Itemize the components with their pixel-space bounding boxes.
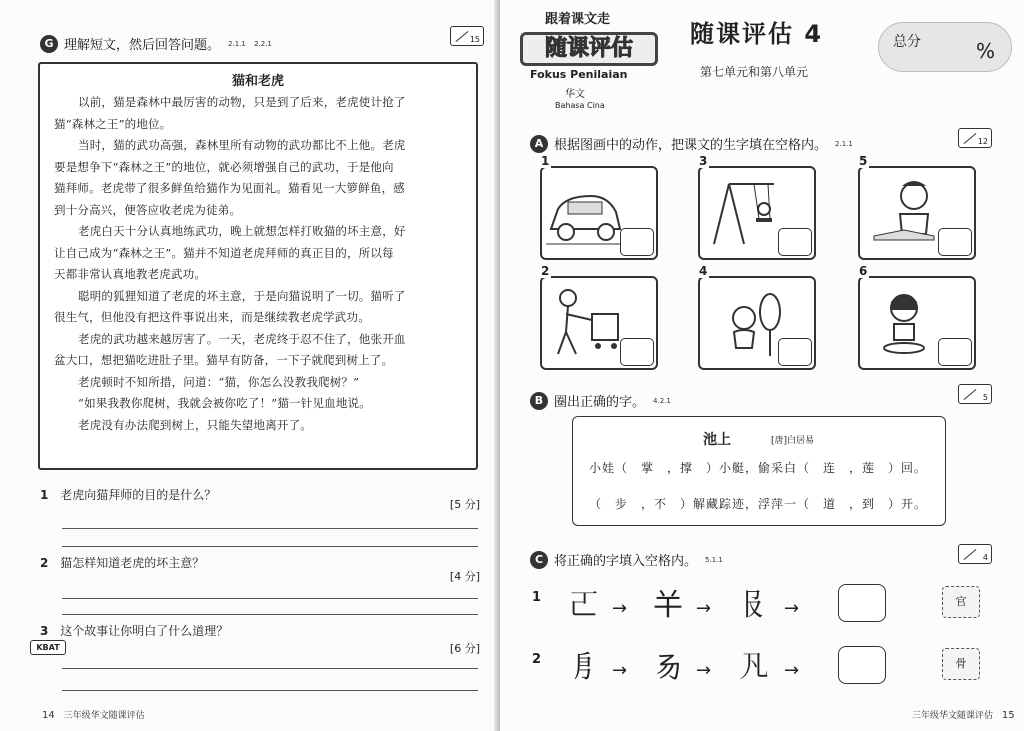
- arrow-icon: →: [612, 660, 628, 681]
- score-total: 4: [982, 553, 988, 562]
- question-marks: [4 分]: [449, 570, 480, 583]
- poem-title: 池上: [703, 432, 731, 448]
- book-title: 三年级华文随课评估: [63, 711, 145, 721]
- picture-number: 3: [699, 154, 708, 168]
- answer-box[interactable]: [778, 228, 812, 256]
- skill-codes: [228, 40, 278, 48]
- story-line: 猫“森林之王”的地位。: [54, 116, 172, 131]
- question-marks: [5 分]: [449, 498, 480, 511]
- question-2: [40, 554, 480, 583]
- answer-box[interactable]: [620, 338, 654, 366]
- picture-number: 2: [541, 264, 550, 278]
- section-badge: A: [530, 135, 548, 153]
- page-title: 随课评估 4: [690, 20, 824, 48]
- logo-tagline: 跟着课文走: [545, 12, 611, 27]
- question-number: 2: [40, 556, 49, 570]
- answer-line[interactable]: [62, 528, 478, 529]
- section-title: 将正确的字填入空格内。: [554, 554, 698, 569]
- question-text: 这个故事让你明白了什么道理？: [60, 624, 229, 638]
- skill-codes: [653, 397, 677, 405]
- story-line: 很生气，但他没有把这件事说出来，而是继续教老虎学武功。: [54, 310, 370, 324]
- answer-box[interactable]: [938, 228, 972, 256]
- score-total: 15: [469, 35, 480, 44]
- swing-icon: [704, 174, 784, 254]
- story-text: [54, 92, 470, 436]
- section-badge: G: [40, 35, 58, 53]
- answer-line[interactable]: [62, 614, 478, 615]
- ancient-glyph: 𠃓: [653, 650, 683, 685]
- answer-box[interactable]: [838, 646, 886, 684]
- ancient-glyph: 㐆: [569, 650, 599, 685]
- child-washing-icon: [864, 284, 944, 364]
- answer-box[interactable]: [778, 338, 812, 366]
- answer-line[interactable]: [62, 598, 478, 599]
- ancient-glyph: 𠀀: [569, 588, 599, 623]
- arrow-icon: →: [784, 598, 800, 619]
- shopping-cart-icon: [546, 284, 626, 364]
- arrow-icon: →: [612, 598, 628, 619]
- row-number: 2: [532, 652, 542, 667]
- poem-box: [572, 416, 946, 526]
- section-c-header: [530, 550, 729, 569]
- score-box: [958, 544, 992, 564]
- poem-author: [唐]白居易: [771, 436, 815, 446]
- car-icon: [546, 174, 626, 254]
- picture-1: [540, 154, 658, 260]
- total-score-box: [878, 22, 1012, 72]
- answer-line[interactable]: [62, 668, 478, 669]
- kbat-badge: KBAT: [30, 640, 66, 655]
- question-number: 1: [40, 488, 49, 502]
- option-seal: 官: [942, 586, 980, 618]
- question-marks: [6 分]: [449, 642, 480, 655]
- story-line: 聪明的狐狸知道了老虎的坏主意，于是向猫说明了一切。猫听了: [78, 288, 406, 303]
- ancient-glyph: 𠁽: [739, 650, 769, 685]
- score-box: [958, 128, 992, 148]
- arrow-icon: →: [696, 598, 712, 619]
- answer-box[interactable]: [838, 584, 886, 622]
- skill-codes: [705, 556, 729, 564]
- story-line: 老虎的武功越来越厉害了。一天，老虎终于忍不住了，他张开血: [78, 331, 406, 346]
- question-1: [40, 486, 480, 511]
- picture-4: [698, 264, 816, 370]
- skill-code: 5.1.1: [705, 555, 723, 564]
- section-badge: B: [530, 392, 548, 410]
- story-line: 以前，猫是森林中最厉害的动物，只是到了后来，老虎使计抢了: [78, 95, 406, 109]
- subject-label: 华文: [565, 89, 585, 100]
- total-percent: %: [975, 39, 995, 63]
- page-number: 14: [42, 710, 55, 721]
- section-title: 根据图画中的动作，把课文的生字填在空格内。: [554, 138, 828, 153]
- picture-6: [858, 264, 976, 370]
- score-box: [450, 26, 484, 46]
- logo-fokus: Fokus Penilaian: [530, 68, 628, 81]
- unit-subtitle: 第七单元和第八单元: [700, 65, 809, 79]
- logo-wordmark: 随课评估: [520, 32, 658, 66]
- evolution-row-2: [530, 646, 990, 694]
- section-title: 理解短文，然后回答问题。: [64, 38, 221, 53]
- story-line: 到十分高兴，便答应收老虎为徒弟。: [54, 202, 242, 217]
- picture-number: 4: [699, 264, 708, 278]
- child-tree-icon: [704, 284, 784, 364]
- story-line: “如果我教你爬树，我就会被你吃了！”猫一针见血地说。: [78, 396, 371, 410]
- arrow-icon: →: [784, 660, 800, 681]
- picture-number: 1: [541, 154, 550, 168]
- page-number: 15: [1001, 710, 1015, 721]
- story-line: 要是想争下“森林之王”的地位，就必须增强自己的武功，于是他向: [54, 159, 394, 174]
- question-text: 猫怎样知道老虎的坏主意？: [60, 556, 205, 570]
- poem-line[interactable]: 小娃（ 掌 ，撑 ）小艇，偷采白（ 连 ，莲 ）回。: [589, 461, 928, 475]
- picture-number: 5: [859, 154, 868, 168]
- score-total: 12: [977, 137, 988, 146]
- ancient-glyph: 𢆉: [653, 588, 683, 623]
- book-title: 三年级华文随课评估: [912, 711, 994, 721]
- left-footer: [36, 708, 145, 721]
- section-b-header: [530, 391, 677, 410]
- story-line: 天都非常认真地教老虎武功。: [54, 267, 207, 281]
- answer-box[interactable]: [938, 338, 972, 366]
- answer-box[interactable]: [620, 228, 654, 256]
- option-seal: 骨: [942, 648, 980, 680]
- story-line: 盆大口，想把猫吃进肚子里。猫早有防备，一下子就爬到树上了。: [54, 353, 394, 367]
- right-footer: [912, 708, 1021, 721]
- left-page: [0, 0, 500, 731]
- picture-number: 6: [859, 264, 868, 278]
- picture-3: [698, 154, 816, 260]
- question-number: 3: [40, 624, 49, 638]
- row-number: 1: [532, 590, 542, 605]
- skill-code: 2.2.1: [254, 39, 272, 48]
- picture-5: [858, 154, 976, 260]
- answer-line[interactable]: [62, 690, 478, 691]
- story-line: 让自己成为“森林之王”。猫并不知道老虎拜师的真正目的，所以每: [54, 245, 394, 260]
- section-g-header: [40, 34, 278, 53]
- story-line: 老虎白天十分认真地练武功，晚上就想怎样打败猫的坏主意，好: [78, 224, 406, 238]
- skill-codes: [835, 140, 859, 148]
- section-title: 圈出正确的字。: [554, 395, 646, 410]
- answer-line[interactable]: [62, 546, 478, 547]
- arrow-icon: →: [696, 660, 712, 681]
- section-badge: C: [530, 551, 548, 569]
- total-label: 总分: [893, 34, 921, 50]
- story-line: 猫拜师。老虎带了很多鲜鱼给猫作为见面礼。猫看见一大箩鲜鱼，感: [54, 181, 405, 195]
- story-line: 老虎没有办法爬到树上，只能失望地离开了。: [78, 417, 312, 432]
- story-title: 猫和老虎: [231, 74, 284, 89]
- poem-line[interactable]: （ 步 ，不 ）解藏踪迹，浮萍一（ 道 ，到 ）开。: [589, 497, 928, 511]
- story-line: 当时，猫的武功高强，森林里所有动物的武功都比不上他。老虎: [78, 138, 406, 152]
- subject-malay: Bahasa Cina: [555, 101, 605, 110]
- skill-code: 2.1.1: [228, 39, 246, 48]
- story-line: 老虎顿时不知所措，问道：“猫，你怎么没教我爬树？”: [78, 374, 360, 389]
- story-box: [38, 62, 478, 470]
- skill-code: 4.2.1: [653, 396, 671, 405]
- score-box: [958, 384, 992, 404]
- child-reading-icon: [864, 174, 944, 254]
- skill-code: 2.1.1: [835, 139, 853, 148]
- evolution-row-1: [530, 584, 990, 632]
- question-text: 老虎向猫拜师的目的是什么？: [60, 488, 217, 502]
- ancient-glyph: 𠬝: [739, 588, 769, 623]
- score-total: 5: [982, 393, 988, 402]
- picture-2: [540, 264, 658, 370]
- section-a-header: [530, 134, 859, 153]
